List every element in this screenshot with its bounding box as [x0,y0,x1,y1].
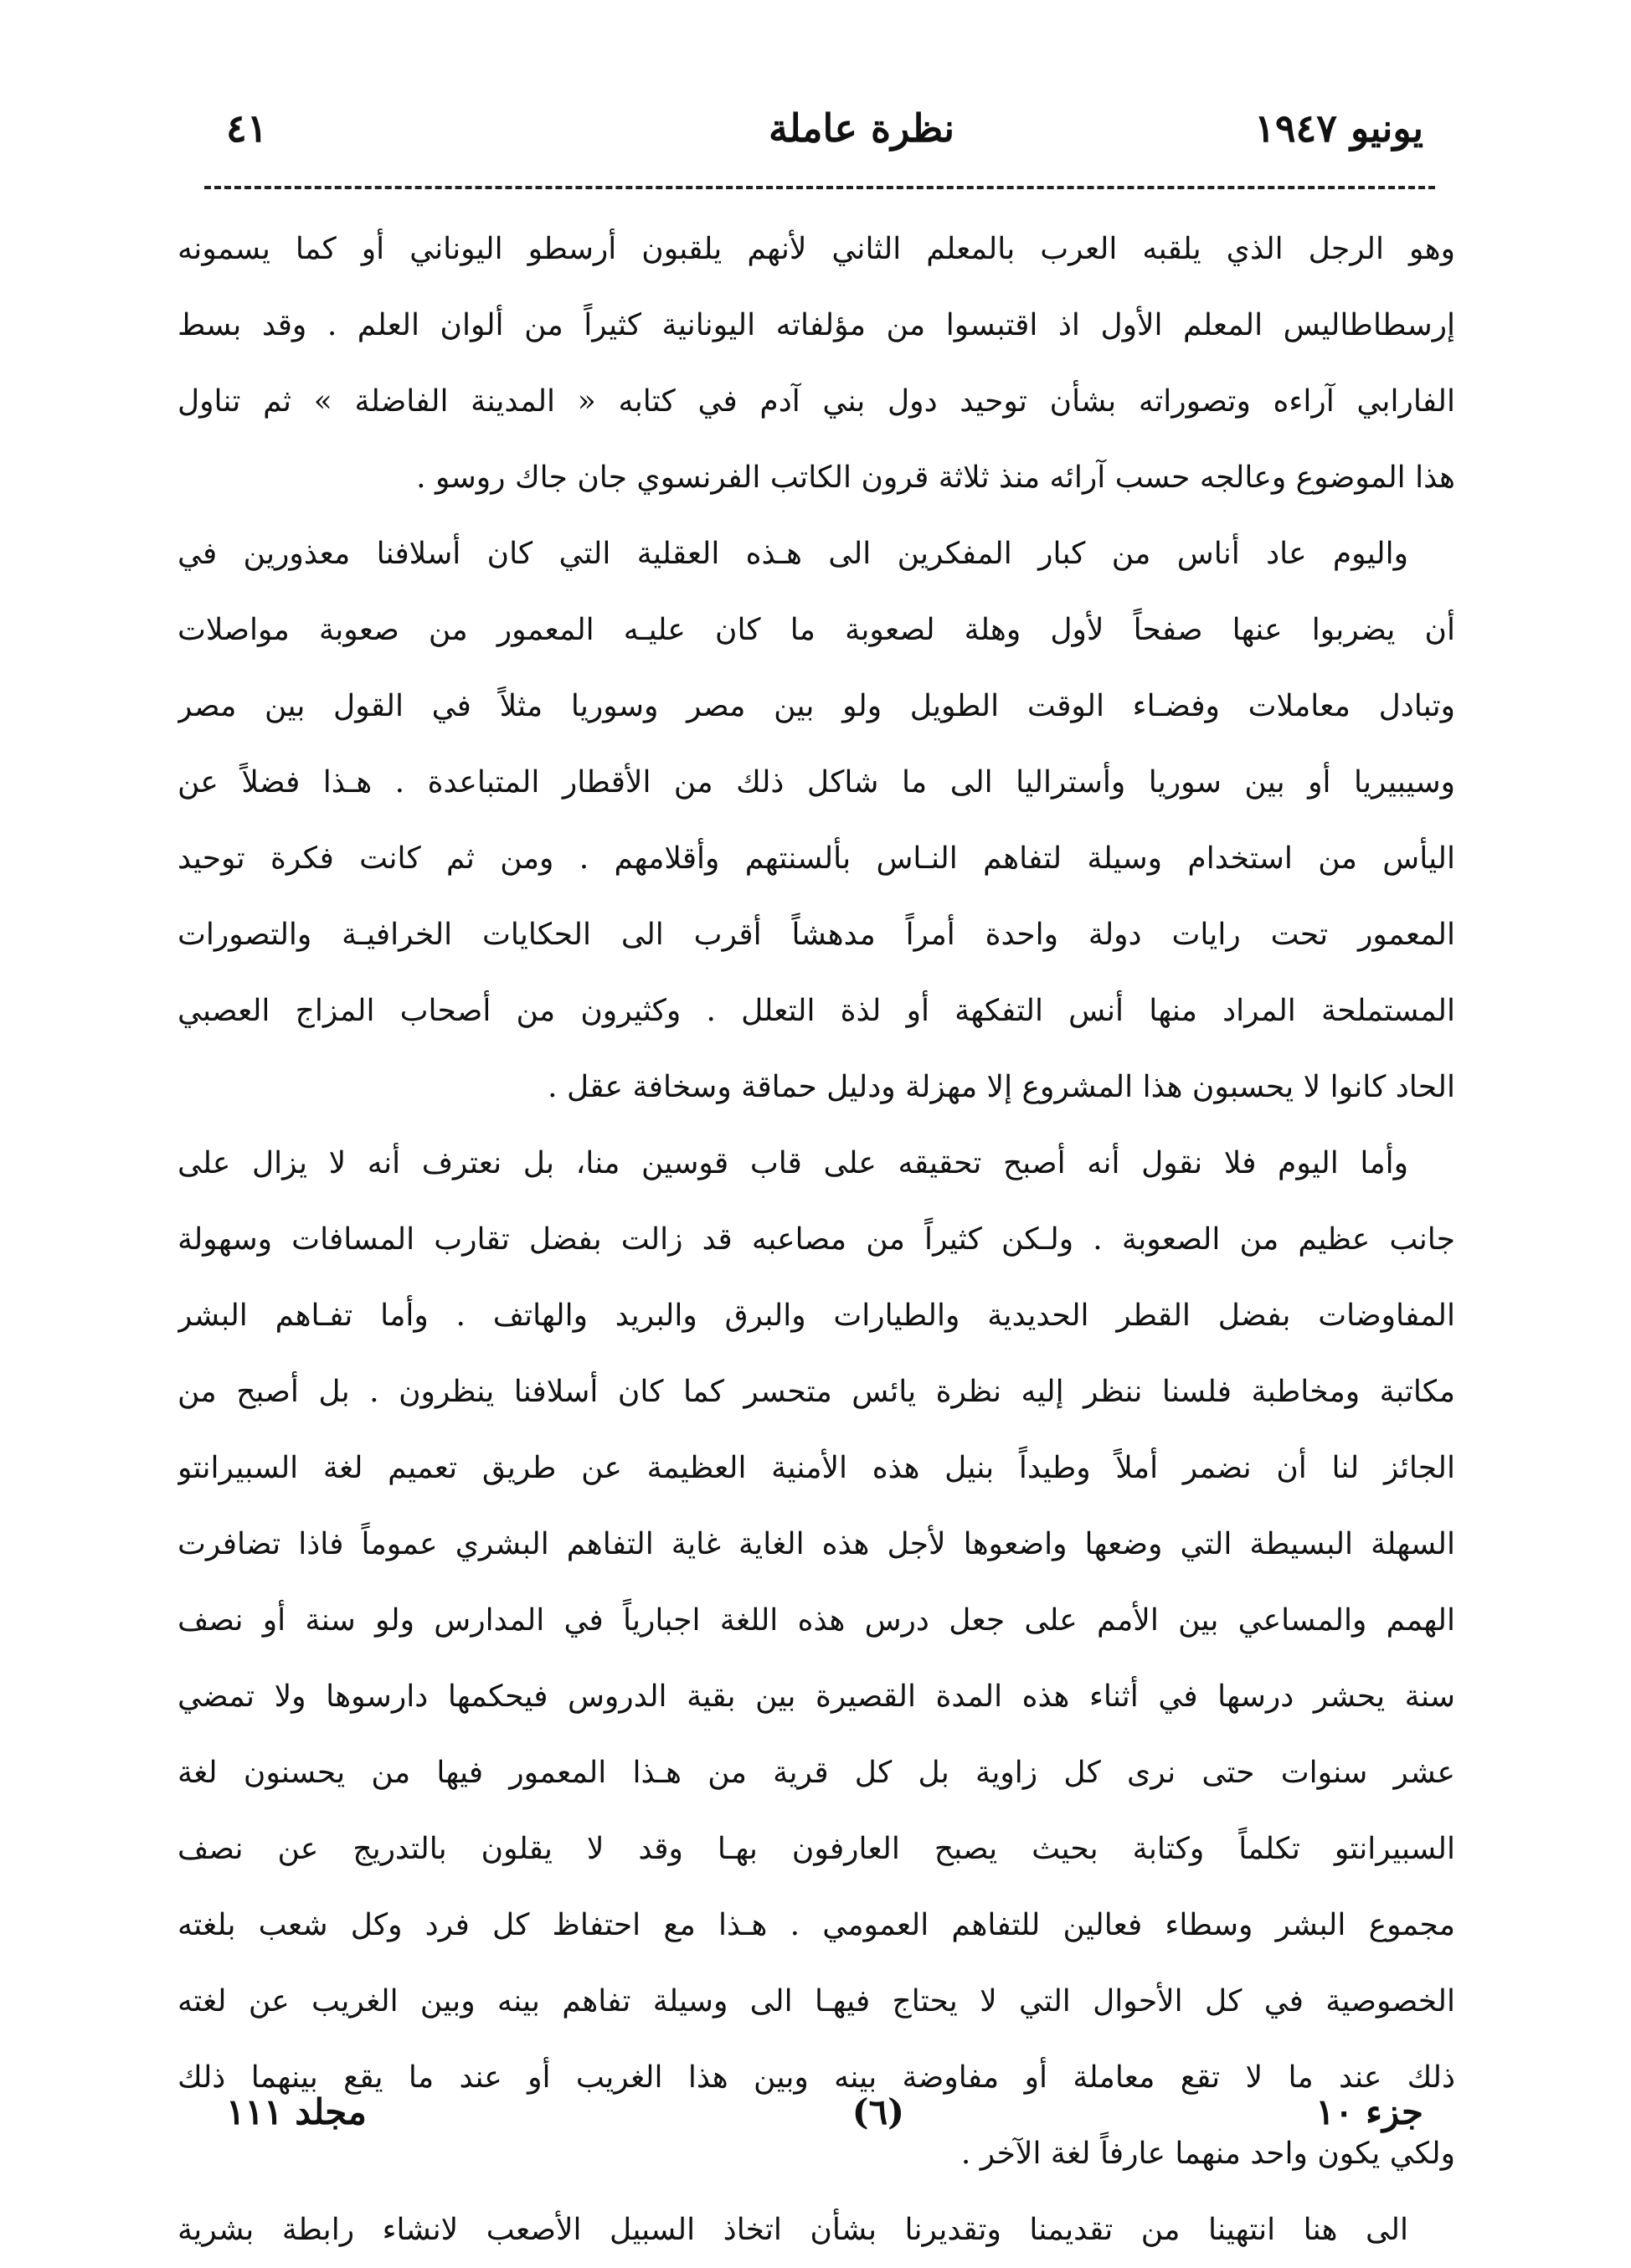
text-line: سنة يحشر درسها في أثناء هذه المدة القصيرة بين بقية الدروس فيحكمها دارسوها ولا تمضي [178,1679,1455,1714]
text-line: المعمور تحت رايات دولة واحدة أمراً مدهشاً أقرب الى الحكايات الخرافيـة والتصورات [178,918,1455,952]
text-line: الحاد كانوا لا يحسبون هذا المشروع إلا مهزلة ودليل حماقة وسخافة عقل . [548,1070,1455,1104]
text-line: ولكي يكون واحد منهما عارفاً لغة الآخر . [960,2137,1455,2171]
text-line: السهلة البسيطة التي وضعها واضعوها لأجل هذه الغاية غاية التفاهم البشري عموماً فاذا تضافرت [178,1527,1455,1561]
page-footer [226,2083,1423,2150]
page-header [226,99,1423,166]
text-line: الفارابي آراءه وتصوراته بشأن توحيد دول بني آدم في كتابه « المدينة الفاضلة » ثم تناول [178,384,1455,419]
text-line: السبيرانتو تكلماً وكتابة بحيث يصبح العارفون بهـا وقد لا يقلون بالتدريج عن نصف [178,1832,1455,1866]
text-line: وتبادل معاملات وفضـاء الوقت الطويل ولو بين مصر وسوريا مثلاً في القول بين مصر [178,689,1455,723]
text-line: عشر سنوات حتى نرى كل زاوية بل كل قرية من هـذا المعمور فيها من يحسنون لغة [178,1756,1455,1790]
running-title: نظرة عاملة [768,105,954,151]
text-line: المفاوضات بفضل القطر الحديدية والطيارات والبرق والبريد والهاتف . وأما تفـاهم البشر [178,1299,1455,1333]
text-line: مكاتبة ومخاطبة فلسنا ننظر إليه نظرة يائس متحسر كما كان أسلافنا ينظرون . بل أصبح من [178,1375,1455,1409]
text-line: الهمم والمساعي بين الأمم على جعل درس هذه اللغة اجبارياً في المدارس ولو سنة أو نصف [178,1603,1455,1638]
article-body [178,211,1455,2268]
text-line: الى هنا انتهينا من تقديمنا وتقديرنا بشأن اتخاذ السبيل الأصعب لانشاء رابطة بشرية [178,2213,1408,2247]
text-line: هذا الموضوع وعالجه حسب آرائه منذ ثلاثة قرون الكاتب الفرنسوي جان جاك روسو . [416,460,1455,495]
text-line: وسيبيريا أو بين سوريا وأستراليا الى ما شاكل ذلك من الأقطار المتباعدة . هـذا فضلاً عن [178,765,1455,800]
text-line: المستملحة المراد منها أنس التفكهة أو لذة التعلل . وكثيرون من أصحاب المزاج العصبي [178,994,1455,1028]
footer-part: جزء ١٠ [1315,2091,1423,2132]
text-line: واليوم عاد أناس من كبار المفكرين الى هـذه العقلية التي كان أسلافنا معذورين في [178,537,1408,571]
text-line: الجائز لنا أن نضمر أملاً وطيداً بنيل هذه الأمنية العظيمة عن طريق تعميم لغة السبيرانتو [178,1451,1455,1485]
text-line: اليأس من استخدام وسيلة لتفاهم النـاس بألسنتهم وأقلامهم . ومن ثم كانت فكرة توحيد [178,841,1455,876]
footer-volume: مجلد ١١١ [226,2091,367,2132]
text-line: مجموع البشر وسطاء فعالين للتفاهم العمومي . هـذا مع احتفاظ كل فرد وكل شعب بلغته [178,1908,1455,1942]
text-line: وهو الرجل الذي يلقبه العرب بالمعلم الثاني لأنهم يلقبون أرسطو اليوناني أو كما يسمونه [178,232,1455,266]
text-line: جانب عظيم من الصعوبة . ولـكن كثيراً من مصاعبه قد زالت بفضل تقارب المسافات وسهولة [178,1222,1455,1257]
text-line: وأما اليوم فلا نقول أنه أصبح تحقيقه على قاب قوسين منا، بل نعترف أنه لا يزال على [178,1146,1408,1180]
footer-sheet-number: (٦) [852,2091,904,2132]
text-line: أن يضربوا عنها صفحاً لأول وهلة لصعوبة ما كان عليـه المعمور من صعوبة مواصلات [178,613,1455,647]
text-line: الخصوصية في كل الأحوال التي لا يحتاج فيهـا الى وسيلة تفاهم بينه وبين الغريب عن لغته [178,1984,1455,2019]
text-line: إرسطاطاليس المعلم الأول اذ اقتبسوا من مؤلفاته اليونانية كثيراً من ألوان العلم . وقد بسط [178,308,1455,342]
page-number: ٤١ [226,105,268,151]
text-line: ذلك عند ما لا تقع معاملة أو مفاوضة بينه وبين هذا الغريب أو عند ما يقع بينهما ذلك [178,2060,1455,2095]
header-divider [204,186,1435,189]
header-date: يونيو ١٩٤٧ [1254,105,1423,151]
